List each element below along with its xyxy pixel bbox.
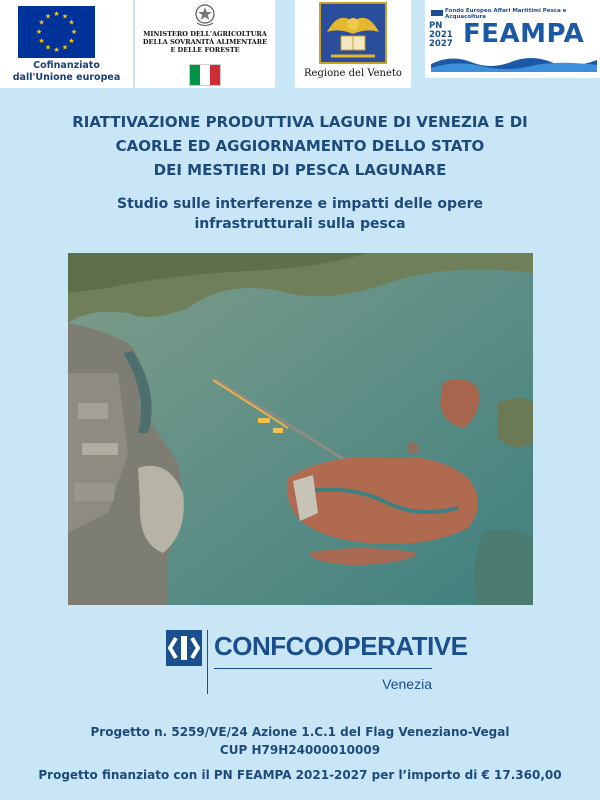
eu-mini-flag-icon <box>431 10 443 16</box>
veneto-caption: Regione del Veneto <box>304 68 402 79</box>
eu-caption <box>0 60 133 84</box>
feampa-pn <box>429 22 459 49</box>
venice-lagoon-satellite-image <box>68 253 533 605</box>
project-cup: CUP H79H24000010009 <box>219 743 381 757</box>
title-line1: RIATTIVAZIONE PRODUTTIVA LAGUNE DI VENEZIA E DI <box>72 113 528 131</box>
document-title <box>20 110 580 182</box>
svg-text:★: ★ <box>38 37 45 45</box>
document-subtitle <box>20 194 580 234</box>
title-line3: DEI MESTIERI DI PESCA LAGUNARE <box>153 161 447 179</box>
veneto-logo <box>295 0 411 88</box>
feampa-fund-name: Fondo Europeo Affari Marittimi Pesca e Acquacoltura <box>445 8 567 20</box>
confcooperative-icon <box>166 630 202 666</box>
republic-emblem-icon <box>193 2 217 28</box>
eu-logo <box>0 0 133 88</box>
feampa-name: FEAMPA <box>463 19 585 49</box>
ministry-line2: DELLA SOVRANITÀ ALIMENTARE <box>142 38 268 46</box>
feampa-pn-line1: PN <box>429 21 443 31</box>
svg-text:★: ★ <box>68 18 75 27</box>
ministry-line3: E DELLE FORESTE <box>170 46 240 54</box>
confcooperative-city: Venezia <box>382 676 432 692</box>
feampa-pn-line2: 2021 <box>429 30 453 40</box>
feampa-logo <box>425 0 600 78</box>
ministry-name <box>135 30 275 54</box>
eu-flag-icon <box>18 6 95 58</box>
svg-text:★: ★ <box>44 12 52 21</box>
svg-text:★: ★ <box>70 28 78 36</box>
ministry-logo <box>135 0 275 88</box>
svg-text:★: ★ <box>44 43 52 52</box>
lion-of-saint-mark-icon <box>319 2 387 64</box>
italian-flag-icon <box>189 64 221 86</box>
funding-statement: Progetto finanziato con il PN FEAMPA 2021-2027 per l’importo di € 17.360,00 <box>38 768 562 782</box>
svg-text:★: ★ <box>61 43 69 52</box>
eu-caption-line1: Cofinanziato <box>33 60 100 71</box>
project-info <box>20 723 580 759</box>
svg-text:★: ★ <box>53 10 60 18</box>
feampa-pn-line3: 2027 <box>429 39 453 49</box>
subtitle-line1: Studio sulle interferenze e impatti delle opere <box>117 196 483 212</box>
subtitle-line2: infrastrutturali sulla pesca <box>194 216 406 232</box>
svg-text:★: ★ <box>38 18 45 27</box>
confcooperative-divider <box>207 630 208 694</box>
svg-text:★: ★ <box>61 12 69 21</box>
confcooperative-name: CONFCOOPERATIVE <box>214 631 468 661</box>
wave-icon <box>431 54 597 72</box>
svg-text:★: ★ <box>35 28 43 36</box>
eu-caption-line2: dall'Unione europea <box>12 72 121 83</box>
svg-text:★: ★ <box>53 46 60 54</box>
confcooperative-underline <box>214 668 432 669</box>
ministry-line1: MINISTERO DELL'AGRICOLTURA <box>143 30 267 38</box>
project-number: Progetto n. 5259/VE/24 Azione 1.C.1 del Flag Veneziano-Vegal <box>90 725 510 739</box>
svg-text:★: ★ <box>68 37 75 45</box>
title-line2: CAORLE ED AGGIORNAMENTO DELLO STATO <box>115 137 485 155</box>
